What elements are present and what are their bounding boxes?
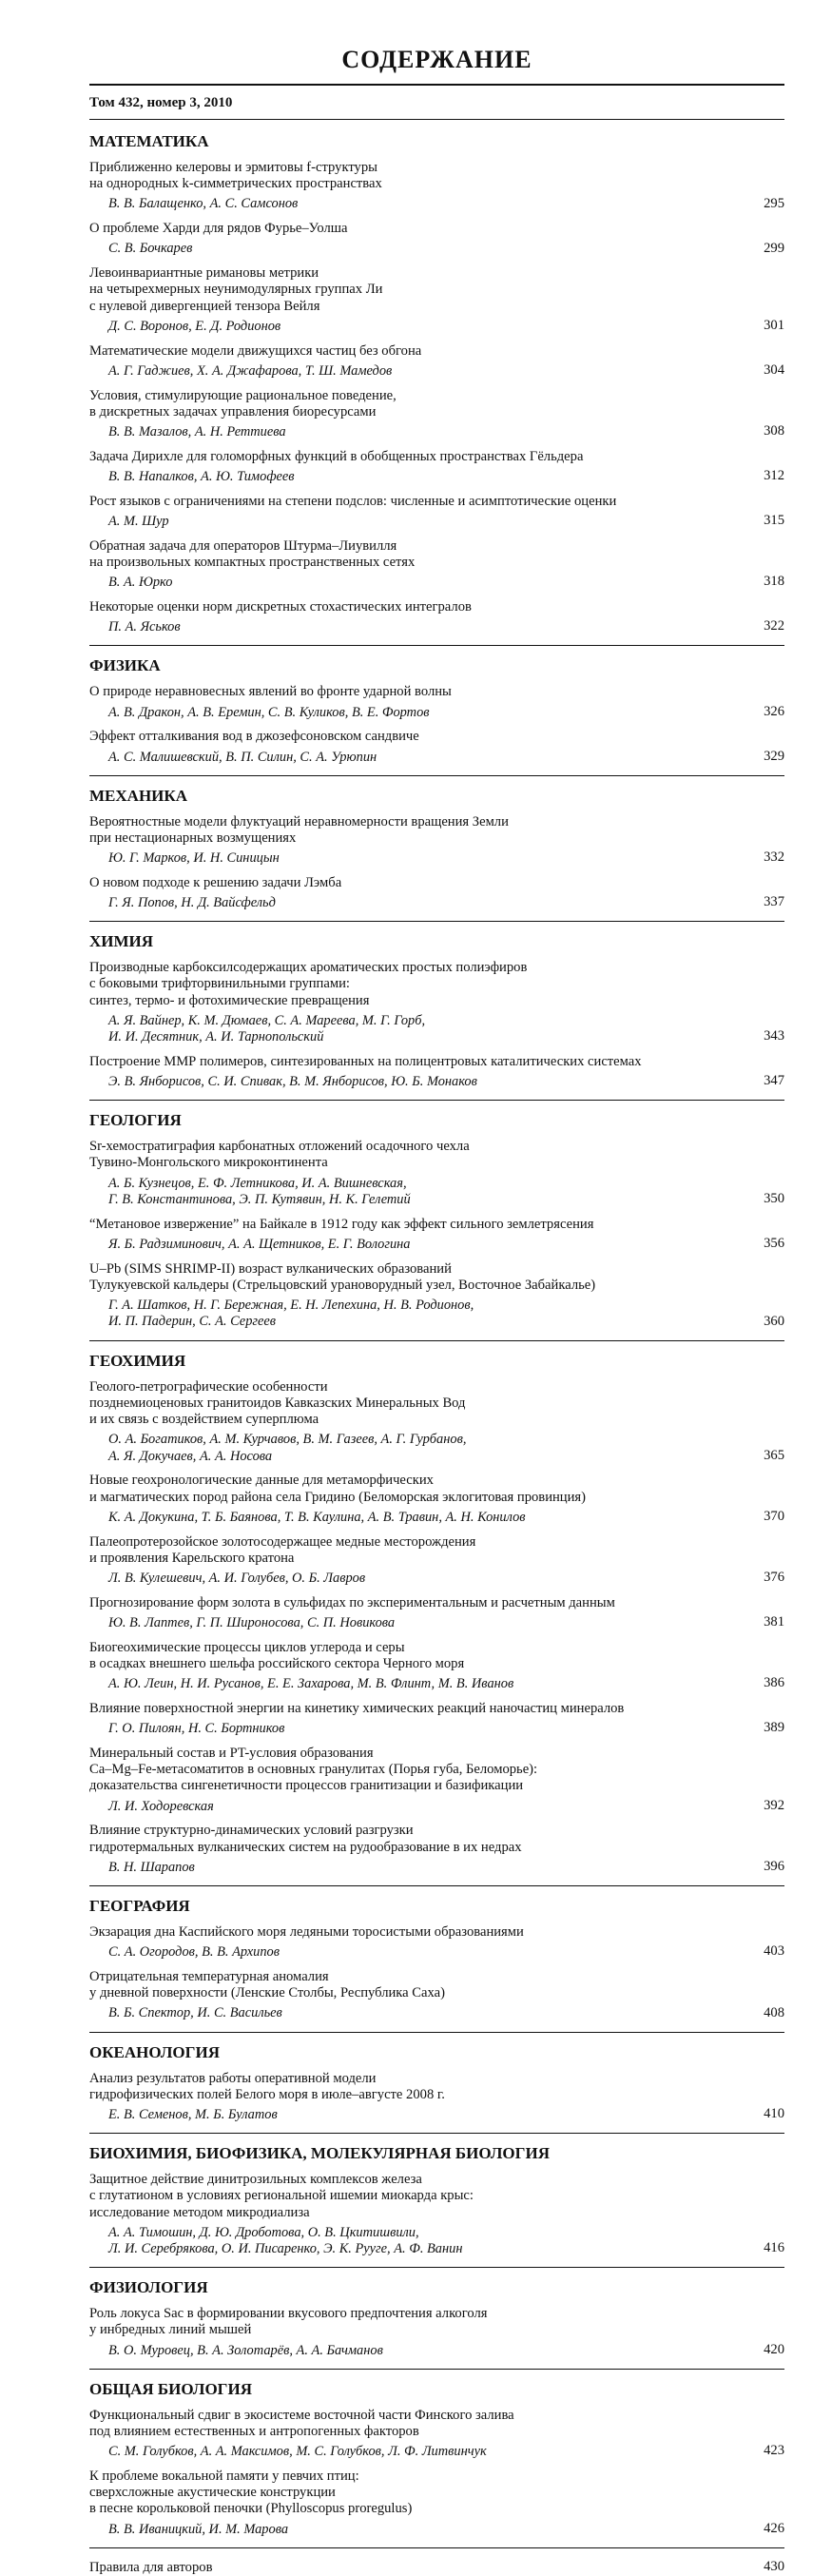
entry-authors: А. А. Тимошин, Д. Ю. Дроботова, О. В. Цкитишвили, Л. И. Серебрякова, О. И. Писаренко, Э. К. Рууге, А. Ф. Ванин	[108, 2224, 463, 2257]
entry-authors: С. М. Голубков, А. А. Максимов, М. С. Голубков, Л. Ф. Литвинчук	[108, 2444, 487, 2460]
toc-section	[89, 657, 784, 775]
entry-title: Вероятностные модели флуктуаций неравномерности вращения Земли при нестационарных возмущениях	[89, 813, 509, 846]
toc-section	[89, 933, 784, 1101]
entry-title: Приближенно келеровы и эрмитовы f-структуры на однородных k-симметрических пространствах	[89, 159, 382, 192]
entry-page-number: 318	[764, 574, 784, 590]
toc-section	[89, 2145, 784, 2268]
toc-entry[interactable]	[89, 1746, 784, 1815]
entry-title: Прогнозирование форм золота в сульфидах по экспериментальным и расчетным данным	[89, 1594, 615, 1610]
entry-page-number: 403	[764, 1943, 784, 1960]
entry-page-number: 408	[764, 2004, 784, 2020]
toc-entry[interactable]	[89, 1969, 784, 2022]
toc-section	[89, 1112, 784, 1340]
entry-title: Обратная задача для операторов Штурма–Лиувилля на произвольных компактных пространственных сетях	[89, 537, 416, 570]
toc-entry[interactable]	[89, 2172, 784, 2257]
section-divider	[89, 921, 784, 922]
toc-entry[interactable]	[89, 265, 784, 335]
entry-authors: А. Ю. Леин, Н. И. Русанов, Е. Е. Захарова, М. В. Флинт, М. В. Иванов	[108, 1676, 514, 1692]
toc-entry[interactable]	[89, 494, 784, 531]
entry-page-number: 347	[764, 1073, 784, 1089]
toc-entry-authors-guide[interactable]	[89, 2560, 784, 2576]
entry-page-number: 386	[764, 1675, 784, 1691]
section-divider	[89, 1100, 784, 1101]
entry-authors: В. О. Муровец, В. А. Золотарёв, А. А. Бачманов	[108, 2342, 383, 2358]
section-divider	[89, 2133, 784, 2134]
entry-authors: А. М. Шур	[108, 513, 169, 529]
entry-title: Условия, стимулирующие рациональное поведение, в дискретных задачах управления биоресурсами	[89, 387, 397, 420]
entry-title: Биогеохимические процессы циклов углерода и серы в осадках внешнего шельфа российского сектора Черного моря	[89, 1639, 465, 1671]
page-title: СОДЕРЖАНИЕ	[341, 46, 532, 73]
toc-entry[interactable]	[89, 684, 784, 721]
toc-section	[89, 2381, 784, 2548]
entry-authors: В. В. Мазалов, А. Н. Реттиева	[108, 423, 286, 439]
toc-entry[interactable]	[89, 449, 784, 486]
entry-title: Роль локуса Sac в формировании вкусового предпочтения алкоголя у инбредных линий мышей	[89, 2306, 488, 2338]
section-title: БИОХИМИЯ, БИОФИЗИКА, МОЛЕКУЛЯРНАЯ БИОЛОГИЯ	[89, 2144, 550, 2163]
section-divider	[89, 1885, 784, 1886]
entry-title: Функциональный сдвиг в экосистеме восточной части Финского залива под влиянием естественных и антропогенных факторов	[89, 2407, 514, 2439]
toc-entry[interactable]	[89, 2306, 784, 2359]
entry-page-number: 370	[764, 1509, 784, 1525]
entry-authors: А. С. Малишевский, В. П. Силин, С. А. Урюпин	[108, 749, 377, 765]
entry-title: Правила для авторов	[89, 2559, 213, 2575]
section-divider	[89, 2267, 784, 2268]
entry-title: U–Pb (SIMS SHRIMP-II) возраст вулканических образований Тулукуевской кальдеры (Стрельцовский урановорудный узел, Восточное Забайкалье)	[89, 1260, 596, 1293]
entry-page-number: 295	[764, 195, 784, 211]
toc-entry[interactable]	[89, 729, 784, 766]
entry-authors: А. Б. Кузнецов, Е. Ф. Летникова, И. А. Вишневская, Г. В. Константинова, Э. П. Кутявин, Н. К. Гелетий	[108, 1175, 411, 1207]
toc-entry[interactable]	[89, 1640, 784, 1693]
entry-title: Некоторые оценки норм дискретных стохастических интегралов	[89, 598, 472, 615]
entry-authors: Г. Я. Попов, Н. Д. Вайсфельд	[108, 895, 276, 911]
entry-authors: В. Б. Спектор, И. С. Васильев	[108, 2005, 282, 2021]
section-title: МАТЕМАТИКА	[89, 132, 209, 150]
toc-entry[interactable]	[89, 221, 784, 258]
entry-title: Защитное действие динитрозильных комплексов железа с глутатионом в условиях региональной ишемии миокарда крыс: исследование методом микродиализа	[89, 2172, 474, 2220]
entry-title: Новые геохронологические данные для метаморфических и магматических пород района села Гридино (Беломорская эклогитовая провинция)	[89, 1473, 587, 1505]
entry-page-number: 326	[764, 703, 784, 719]
section-divider	[89, 2032, 784, 2033]
entry-page-number: 410	[764, 2106, 784, 2122]
toc-entry[interactable]	[89, 960, 784, 1045]
entry-page-number: 315	[764, 513, 784, 529]
entry-title: Геолого-петрографические особенности позднемиоценовых гранитоидов Кавказских Минеральных Вод и их связь с воздействием суперплюма	[89, 1378, 466, 1428]
entry-title: Эффект отталкивания вод в джозефсоновском сандвиче	[89, 729, 419, 745]
section-title: ГЕОХИМИЯ	[89, 1351, 186, 1370]
section-title: ГЕОЛОГИЯ	[89, 1111, 182, 1130]
entry-authors: В. В. Иваницкий, И. М. Марова	[108, 2521, 289, 2537]
toc-entry[interactable]	[89, 2071, 784, 2124]
entry-page-number: 322	[764, 618, 784, 634]
entry-title: Влияние структурно-динамических условий разгрузки гидротермальных вулканических систем на рудообразование в их недрах	[89, 1823, 522, 1855]
entry-title: Математические модели движущихся частиц без обгона	[89, 342, 422, 359]
toc-entry[interactable]	[89, 875, 784, 912]
toc-entry[interactable]	[89, 1217, 784, 1254]
entry-page-number: 416	[764, 2240, 784, 2256]
entry-title: К проблеме вокальной памяти у певчих птиц: сверхсложные акустические конструкции в песне корольковой пеночки (Phylloscopus proregulus)	[89, 2468, 413, 2517]
entry-title: Анализ результатов работы оперативной модели гидрофизических полей Белого моря в июле–августе 2008 г.	[89, 2070, 445, 2102]
toc-section	[89, 1353, 784, 1886]
entry-title: Палеопротерозойское золотосодержащее медные месторождения и проявления Карельского кратона	[89, 1533, 476, 1566]
section-divider	[89, 775, 784, 776]
entry-authors: В. Н. Шарапов	[108, 1859, 195, 1875]
section-divider	[89, 2547, 784, 2548]
toc-entry[interactable]	[89, 814, 784, 868]
toc-entry[interactable]	[89, 1054, 784, 1091]
entry-page-number: 360	[764, 1313, 784, 1329]
toc-entry[interactable]	[89, 160, 784, 213]
toc-entry[interactable]	[89, 2469, 784, 2538]
entry-page-number: 299	[764, 240, 784, 256]
section-title: ФИЗИОЛОГИЯ	[89, 2278, 208, 2297]
entry-page-number: 381	[764, 1614, 784, 1630]
toc-section	[89, 788, 784, 923]
entry-title: Построение ММР полимеров, синтезированных на полицентровых каталитических системах	[89, 1053, 642, 1069]
toc-entry[interactable]	[89, 1701, 784, 1738]
entry-authors: Л. И. Ходоревская	[108, 1798, 214, 1814]
entry-page-number: 329	[764, 748, 784, 764]
entry-page-number: 312	[764, 468, 784, 484]
section-divider	[89, 2369, 784, 2370]
entry-page-number: 426	[764, 2520, 784, 2536]
toc-entry[interactable]	[89, 1924, 784, 1961]
issue-rule	[89, 119, 784, 120]
entry-page-number: 308	[764, 423, 784, 439]
entry-authors: Э. В. Янборисов, С. И. Спивак, В. М. Янборисов, Ю. Б. Монаков	[108, 1074, 477, 1090]
entry-title: Влияние поверхностной энергии на кинетику химических реакций наночастиц минералов	[89, 1700, 625, 1716]
entry-title: Производные карбоксилсодержащих ароматических простых полиэфиров с боковыми трифторвинильными группами: синтез, термо- и фотохимические превращения	[89, 960, 528, 1008]
entry-title: Минеральный состав и PT-условия образования Ca–Mg–Fe-метасоматитов в основных гранулитах (Порья губа, Беломорье): доказательства сингенетичности процессов гранитизации и базификации	[89, 1745, 538, 1794]
entry-title: О проблеме Харди для рядов Фурье–Уолша	[89, 221, 348, 237]
entry-authors: В. А. Юрко	[108, 575, 173, 591]
entry-authors: О. А. Богатиков, А. М. Курчавов, В. М. Газеев, А. Г. Гурбанов, А. Я. Докучаев, А. А. Носова	[108, 1432, 467, 1464]
entry-title: “Метановое извержение” на Байкале в 1912 году как эффект сильного землетрясения	[89, 1216, 594, 1232]
toc-section	[89, 1898, 784, 2033]
entry-authors: В. В. Напалков, А. Ю. Тимофеев	[108, 468, 295, 484]
toc-entry[interactable]	[89, 599, 784, 636]
entry-page-number: 420	[764, 2341, 784, 2357]
entry-page-number: 356	[764, 1236, 784, 1252]
entry-page-number: 396	[764, 1859, 784, 1875]
section-title: ОБЩАЯ БИОЛОГИЯ	[89, 2379, 252, 2398]
section-title: ФИЗИКА	[89, 656, 161, 675]
toc-entry[interactable]	[89, 2408, 784, 2461]
entry-page-number: 365	[764, 1447, 784, 1463]
entry-page-number: 337	[764, 894, 784, 910]
entry-title: Отрицательная температурная аномалия у дневной поверхности (Ленские Столбы, Республика Саха)	[89, 1968, 445, 2001]
entry-title: Экзарация дна Каспийского моря ледяными торосистыми образованиями	[89, 1923, 524, 1940]
title-rule	[89, 84, 784, 86]
entry-page-number: 301	[764, 318, 784, 333]
entry-authors: Г. А. Шатков, Н. Г. Бережная, Е. Н. Лепехина, Н. В. Родионов, И. П. Падерин, С. А. Сергеев	[108, 1298, 474, 1330]
entry-authors: Я. Б. Радзиминович, А. А. Щетников, Е. Г. Вологина	[108, 1236, 411, 1252]
entry-page-number: 343	[764, 1028, 784, 1044]
entry-authors: А. Я. Вайнер, К. М. Дюмаев, С. А. Марeева, М. Г. Горб, И. И. Десятник, А. И. Тарнопольский	[108, 1012, 426, 1045]
entry-authors: А. В. Дракон, А. В. Еремин, С. В. Куликов, В. Е. Фортов	[108, 704, 430, 720]
entry-authors: Ю. Г. Марков, И. Н. Синицын	[108, 850, 280, 867]
entry-authors: Д. С. Воронов, Е. Д. Родионов	[108, 318, 281, 334]
section-divider	[89, 1340, 784, 1341]
entry-page-number: 392	[764, 1797, 784, 1813]
entry-authors: Г. О. Пилоян, Н. С. Бортников	[108, 1721, 285, 1737]
section-title: ГЕОГРАФИЯ	[89, 1897, 190, 1916]
toc-entry[interactable]	[89, 343, 784, 381]
entry-page-number: 376	[764, 1570, 784, 1586]
toc-entry[interactable]	[89, 538, 784, 592]
entry-authors: П. А. Яськов	[108, 619, 181, 635]
toc-entry[interactable]	[89, 1139, 784, 1208]
toc-entry[interactable]	[89, 1823, 784, 1876]
entry-title: Левоинвариантные римановы метрики на четырехмерных неунимодулярных группах Ли с нулевой дивергенцией тензора Вейля	[89, 265, 383, 314]
toc-entry[interactable]	[89, 388, 784, 441]
entry-authors: В. В. Балащенко, А. С. Самсонов	[108, 196, 299, 212]
entry-title: Sr-хемостратиграфия карбонатных отложений осадочного чехла Тувино-Монгольского микроконтинента	[89, 1139, 470, 1171]
toc-entry[interactable]	[89, 1595, 784, 1632]
entry-page-number: 304	[764, 362, 784, 378]
entry-page-number: 350	[764, 1191, 784, 1207]
entry-title: Рост языков с ограничениями на степени подслов: численные и асимптотические оценки	[89, 493, 617, 509]
entry-authors: С. А. Огородов, В. В. Архипов	[108, 1944, 280, 1961]
section-divider	[89, 645, 784, 646]
entry-page-number: 389	[764, 1720, 784, 1736]
toc-entry[interactable]	[89, 1261, 784, 1331]
toc-entry[interactable]	[89, 1534, 784, 1588]
entry-authors: Е. В. Семенов, М. Б. Булатов	[108, 2106, 278, 2122]
entry-authors: С. В. Бочкарев	[108, 241, 193, 257]
issue-info: Том 432, номер 3, 2010	[89, 95, 233, 110]
toc-section	[89, 2279, 784, 2370]
toc-section	[89, 133, 784, 646]
entry-title: Задача Дирихле для голоморфных функций в обобщенных пространствах Гёльдера	[89, 448, 584, 464]
entry-authors: А. Г. Гаджиев, Х. А. Джафарова, Т. Ш. Мамедов	[108, 362, 393, 379]
entry-authors: Ю. В. Лаптев, Г. П. Широносова, С. П. Новикова	[108, 1614, 396, 1630]
toc-entry[interactable]	[89, 1379, 784, 1465]
entry-page-number: 423	[764, 2443, 784, 2459]
section-title: МЕХАНИКА	[89, 786, 187, 805]
toc-entry[interactable]	[89, 1473, 784, 1526]
entry-title: О новом подходе к решению задачи Лэмба	[89, 874, 342, 890]
entry-page-number: 430	[764, 2559, 784, 2575]
entry-authors: К. А. Докукина, Т. Б. Баянова, Т. В. Каулина, А. В. Травин, А. Н. Конилов	[108, 1509, 526, 1525]
entry-title: О природе неравновесных явлений во фронте ударной волны	[89, 684, 452, 700]
section-title: ХИМИЯ	[89, 932, 154, 951]
toc-section	[89, 2044, 784, 2135]
section-title: ОКЕАНОЛОГИЯ	[89, 2042, 220, 2061]
entry-authors: Л. В. Кулешевич, А. И. Голубев, О. Б. Лавров	[108, 1570, 366, 1586]
entry-page-number: 332	[764, 849, 784, 866]
toc-sections	[89, 133, 784, 2548]
